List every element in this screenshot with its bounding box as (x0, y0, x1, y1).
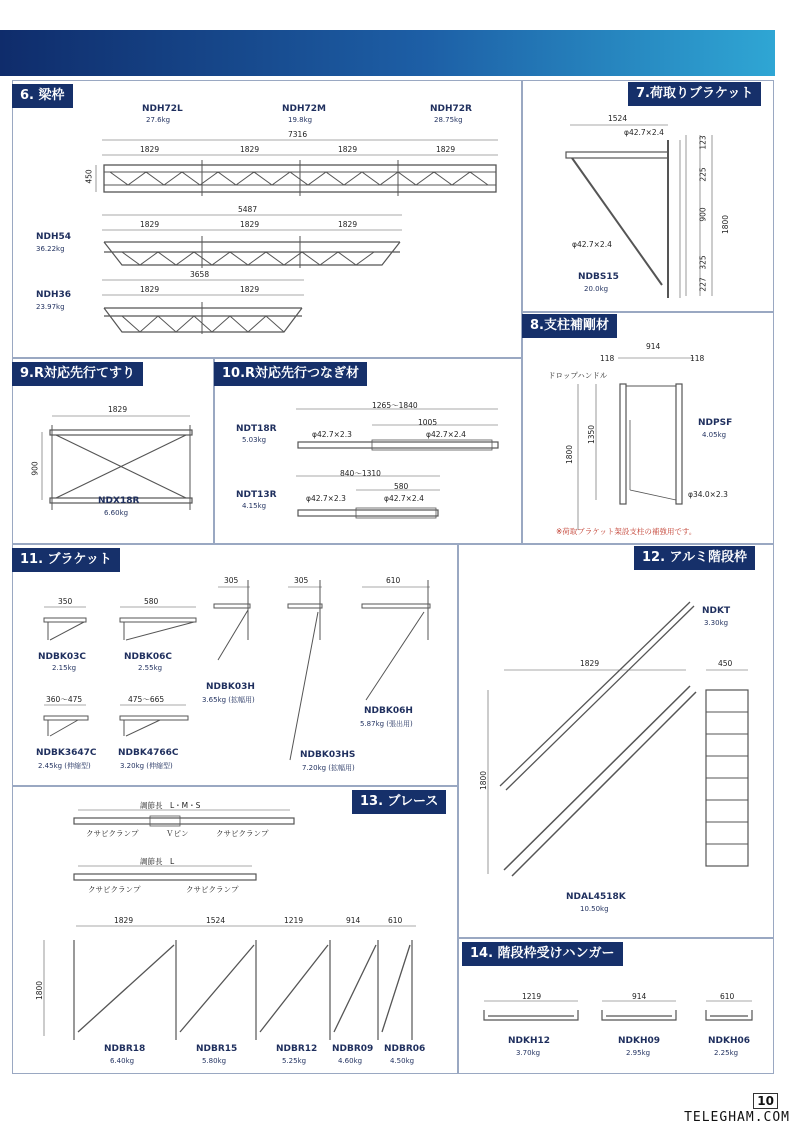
ndbs15-code: NDBS15 (578, 272, 619, 282)
section-title-beam-frame: 6. 梁枠 (12, 84, 73, 108)
dim-phi-diag: φ42.7×2.4 (572, 240, 612, 249)
dim-1829-e: 1829 (140, 220, 160, 229)
dim-5487: 5487 (238, 205, 258, 214)
ndbk03h-weight: 3.65kg (拡幅用) (202, 696, 255, 704)
ndbr06-weight: 4.50kg (390, 1057, 415, 1065)
dim-3658: 3658 (190, 270, 210, 279)
section-title-r-handrail: 9.R対応先行てすり (12, 362, 143, 386)
dim-1800-stair: 1800 (479, 770, 489, 791)
dim-1350: 1350 (587, 424, 597, 445)
watermark: TELEGHAM.COM (684, 1110, 790, 1125)
ndh36-weight: 23.97kg (36, 303, 65, 311)
dim-1829-stair: 1829 (580, 659, 600, 668)
ndbk03hs-weight: 7.20kg (拡幅用) (302, 764, 355, 772)
ndkh09-weight: 2.95kg (626, 1049, 651, 1057)
dim-900: 900 (698, 207, 708, 222)
dim-225: 225 (698, 167, 708, 182)
dim-hanger-914: 914 (632, 992, 647, 1001)
ndh72r-code: NDH72R (430, 104, 472, 114)
dim-580-bracket: 580 (144, 597, 159, 606)
dim-610-bracket: 610 (386, 576, 401, 585)
ndh72m-code: NDH72M (282, 104, 327, 114)
dim-350: 350 (58, 597, 73, 606)
ndh72l-code: NDH72L (142, 104, 183, 114)
dim-1800: 1800 (721, 214, 731, 235)
drop-handle-label: ドロップハンドル (548, 371, 608, 380)
ndbk3647c-code: NDBK3647C (36, 748, 97, 758)
section-title-brace: 13. ブレース (352, 790, 446, 814)
ndkt-weight: 3.30kg (704, 619, 729, 627)
ndh36-code: NDH36 (36, 290, 72, 300)
ndbr09-code: NDBR09 (332, 1044, 374, 1054)
wedge-clamp-label-4: クサビクランプ (186, 885, 239, 894)
ndbr09-weight: 4.60kg (338, 1057, 363, 1065)
ndkh12-code: NDKH12 (508, 1036, 551, 1046)
dim-1800-stiffener: 1800 (565, 444, 575, 465)
ndbr12-weight: 5.25kg (282, 1057, 307, 1065)
v-pin-label: Ｖピン (166, 829, 189, 838)
ndpsf-weight: 4.05kg (702, 431, 727, 439)
section-title-aluminum-stair: 12. アルミ階段枠 (634, 546, 755, 570)
dim-phi-ndt18r-b: φ42.7×2.4 (426, 430, 466, 439)
ndbk3647c-weight: 2.45kg (伸縮型) (38, 762, 91, 770)
ndh54-weight: 36.22kg (36, 245, 65, 253)
dim-1829-f: 1829 (240, 220, 260, 229)
ndt13r-weight: 4.15kg (242, 502, 267, 510)
section-title-r-connector: 10.R対応先行つなぎ材 (214, 362, 367, 386)
dim-brace-1800: 1800 (35, 980, 45, 1001)
dim-phi-top: φ42.7×2.4 (624, 128, 664, 137)
ndbr06-code: NDBR06 (384, 1044, 426, 1054)
adjust-length-l: 調節長 L (140, 857, 175, 866)
dim-range-840-1310: 840～1310 (340, 469, 381, 478)
ndh72l-weight: 27.6kg (146, 116, 171, 124)
dim-1829-a: 1829 (140, 145, 160, 154)
dim-1524: 1524 (608, 114, 628, 123)
ndbr12-code: NDBR12 (276, 1044, 318, 1054)
ndpsf-code: NDPSF (698, 418, 733, 428)
bracket-drawings (44, 580, 430, 760)
ndbr15-code: NDBR15 (196, 1044, 238, 1054)
ndbk4766c-code: NDBK4766C (118, 748, 179, 758)
section-title-bracket: 11. ブラケット (12, 548, 120, 572)
dim-brace-1524: 1524 (206, 916, 226, 925)
ndt18r-code: NDT18R (236, 424, 277, 434)
section-title-loading-bracket: 7.荷取りブラケット (628, 82, 761, 106)
ndkh12-weight: 3.70kg (516, 1049, 541, 1057)
dim-580: 580 (394, 482, 409, 491)
dim-brace-914: 914 (346, 916, 361, 925)
dim-123: 123 (698, 135, 708, 150)
ndt13r-code: NDT13R (236, 490, 277, 500)
dim-450: 450 (84, 169, 94, 184)
ndbr18-code: NDBR18 (104, 1044, 146, 1054)
dim-900-handrail: 900 (30, 461, 40, 476)
dim-1829-i: 1829 (240, 285, 260, 294)
dim-7316: 7316 (288, 130, 308, 139)
dim-hanger-610: 610 (720, 992, 735, 1001)
dim-phi-ndt18r-a: φ42.7×2.3 (312, 430, 352, 439)
wedge-clamp-label-3: クサビクランプ (88, 885, 141, 894)
beam-drawing-ndh36 (102, 280, 304, 334)
dim-305-b: 305 (294, 576, 309, 585)
ndbk06h-weight: 5.87kg (張出用) (360, 720, 413, 728)
ndbk4766c-weight: 3.20kg (伸縮型) (120, 762, 173, 770)
dim-brace-1219: 1219 (284, 916, 304, 925)
dim-phi-stiffener: φ34.0×2.3 (688, 490, 728, 499)
dim-914: 914 (646, 342, 661, 351)
dim-phi-ndt13r-a: φ42.7×2.3 (306, 494, 346, 503)
ndbk06h-code: NDBK06H (364, 706, 413, 716)
dim-brace-1829: 1829 (114, 916, 134, 925)
ndbk03c-code: NDBK03C (38, 652, 86, 662)
dim-227: 227 (698, 277, 708, 292)
dim-1829-b: 1829 (240, 145, 260, 154)
ndbk06c-code: NDBK06C (124, 652, 172, 662)
dim-hanger-1219: 1219 (522, 992, 542, 1001)
dim-1829-handrail: 1829 (108, 405, 128, 414)
ndbr15-weight: 5.80kg (202, 1057, 227, 1065)
dim-118-left: 118 (600, 354, 615, 363)
ndkh06-code: NDKH06 (708, 1036, 751, 1046)
stair-hanger-drawing (484, 1001, 752, 1020)
dim-118-right: 118 (690, 354, 705, 363)
dim-phi-ndt13r-b: φ42.7×2.4 (384, 494, 424, 503)
dim-360-475: 360～475 (46, 695, 83, 704)
dim-1005: 1005 (418, 418, 438, 427)
section-title-post-stiffener: 8.支柱補剛材 (522, 314, 617, 338)
dim-325: 325 (698, 255, 708, 270)
dim-1829-c: 1829 (338, 145, 358, 154)
aluminum-stair-drawing (488, 602, 748, 876)
dim-1829-d: 1829 (436, 145, 456, 154)
dim-1829-g: 1829 (338, 220, 358, 229)
ndbk03h-code: NDBK03H (206, 682, 255, 692)
page-number: 10 (753, 1093, 778, 1109)
adjust-length-lms: 調節長 L・M・S (140, 801, 201, 810)
dim-305-a: 305 (224, 576, 239, 585)
ndbk03c-weight: 2.15kg (52, 664, 77, 672)
wedge-clamp-label-2: クサビクランプ (216, 829, 269, 838)
ndh54-code: NDH54 (36, 232, 72, 242)
dim-450-stair: 450 (718, 659, 733, 668)
brace-drawing (44, 810, 416, 1040)
ndbk06c-weight: 2.55kg (138, 664, 163, 672)
ndbk03hs-code: NDBK03HS (300, 750, 356, 760)
ndt18r-weight: 5.03kg (242, 436, 267, 444)
ndal4518k-code: NDAL4518K (566, 892, 626, 902)
dim-475-665: 475～665 (128, 695, 165, 704)
ndbr18-weight: 6.40kg (110, 1057, 135, 1065)
dim-1829-h: 1829 (140, 285, 160, 294)
ndal4518k-weight: 10.50kg (580, 905, 609, 913)
dim-range-1265-1840: 1265～1840 (372, 401, 418, 410)
dim-brace-610: 610 (388, 916, 403, 925)
ndbs15-weight: 20.0kg (584, 285, 609, 293)
section-title-stair-hanger: 14. 階段枠受けハンガー (462, 942, 623, 966)
ndkh09-code: NDKH09 (618, 1036, 661, 1046)
ndh72r-weight: 28.75kg (434, 116, 463, 124)
ndkt-code: NDKT (702, 606, 731, 616)
ndh72m-weight: 19.8kg (288, 116, 313, 124)
stiffener-note: ※荷取ブラケット架設支柱の補強用です。 (556, 527, 697, 536)
ndx18r-weight: 6.60kg (104, 509, 129, 517)
wedge-clamp-label-1: クサビクランプ (86, 829, 139, 838)
ndkh06-weight: 2.25kg (714, 1049, 739, 1057)
ndx18r-code: NDX18R (98, 496, 140, 506)
